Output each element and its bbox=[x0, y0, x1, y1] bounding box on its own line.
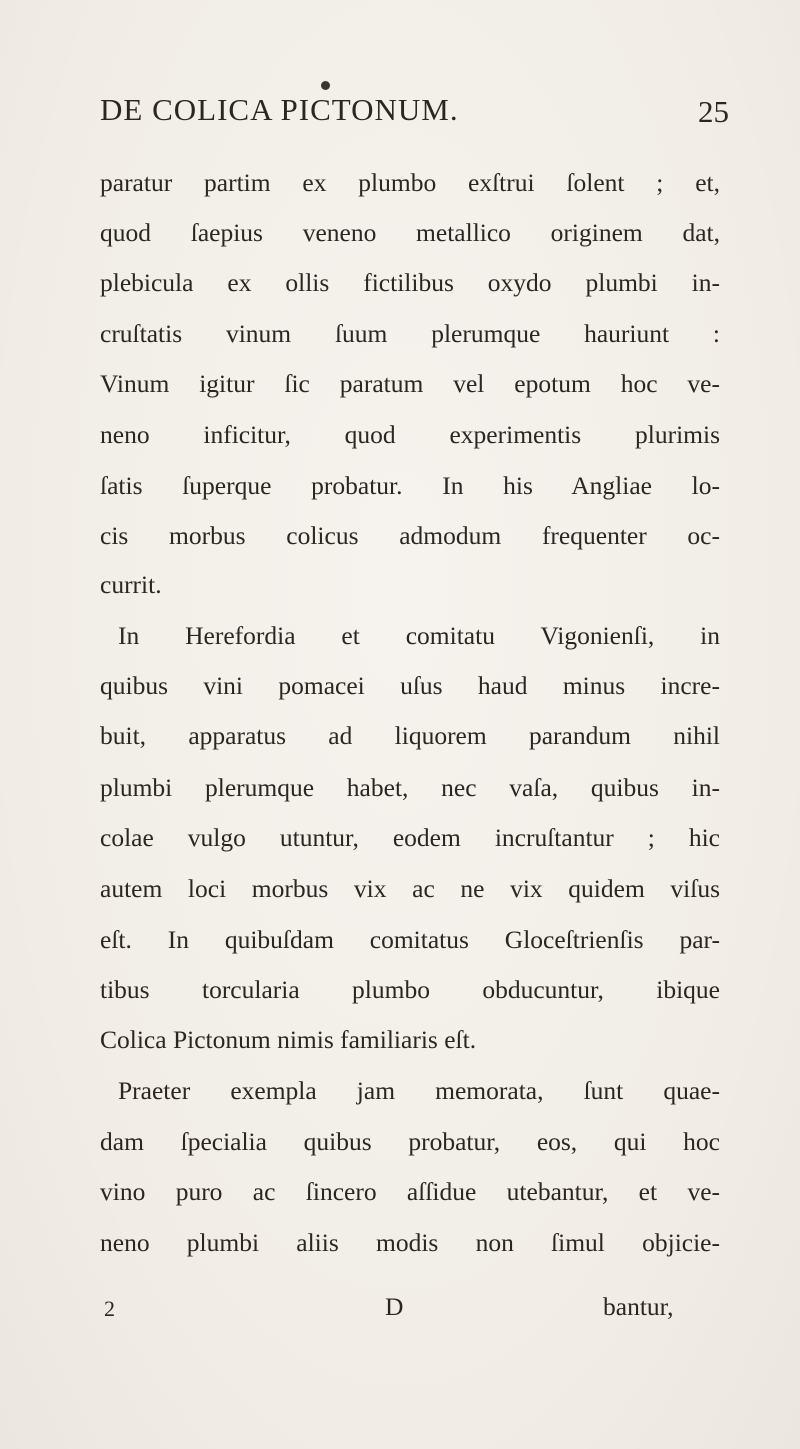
text-line: plumbi plerumque habet, nec vaſa, quibus in- bbox=[100, 773, 720, 802]
text-line: Vinum igitur ſic paratum vel epotum hoc ve- bbox=[100, 369, 720, 398]
text-line: In Herefordia et comitatu Vigonienſi, in bbox=[118, 621, 720, 650]
text-line: dam ſpecialia quibus probatur, eos, qui hoc bbox=[100, 1127, 720, 1156]
text-line: cis morbus colicus admodum frequenter oc- bbox=[100, 521, 720, 550]
text-line: quod ſaepius veneno metallico originem dat, bbox=[100, 218, 720, 247]
text-line: colae vulgo utuntur, eodem incruſtantur ; hic bbox=[100, 823, 720, 852]
page-footer bbox=[0, 1292, 800, 1332]
text-line: cruſtatis vinum ſuum plerumque hauriunt : bbox=[100, 319, 720, 348]
text-line: plebicula ex ollis fictilibus oxydo plumbi in- bbox=[100, 268, 720, 297]
header-ornament-icon bbox=[321, 81, 330, 90]
signature-mark: 2 bbox=[104, 1296, 115, 1321]
text-line: tibus torcularia plumbo obducuntur, ibique bbox=[100, 975, 720, 1004]
text-line: paratur partim ex plumbo exſtrui ſolent ; et, bbox=[100, 168, 720, 197]
catchword: bantur, bbox=[603, 1292, 674, 1321]
text-line: eſt. In quibuſdam comitatus Gloceſtrienſis par- bbox=[100, 925, 720, 954]
text-line: Praeter exempla jam memorata, ſunt quae- bbox=[118, 1076, 720, 1105]
text-line: ſatis ſuperque probatur. In his Angliae lo- bbox=[100, 471, 720, 500]
page-number: 25 bbox=[698, 94, 729, 129]
text-line: neno inficitur, quod experimentis plurimis bbox=[100, 420, 720, 449]
text-line: vino puro ac ſincero aſſidue utebantur, et ve- bbox=[100, 1177, 720, 1206]
running-title: DE COLICA PICTONUM. bbox=[100, 92, 459, 127]
text-line: neno plumbi aliis modis non ſimul objicie- bbox=[100, 1228, 720, 1257]
text-line: buit, apparatus ad liquorem parandum nihil bbox=[100, 721, 720, 750]
signature-letter: D bbox=[385, 1292, 404, 1321]
text-line: currit. bbox=[100, 570, 162, 599]
text-line: autem loci morbus vix ac ne vix quidem viſus bbox=[100, 874, 720, 903]
text-line: quibus vini pomacei uſus haud minus incre- bbox=[100, 671, 720, 700]
running-header bbox=[0, 92, 800, 142]
text-line: Colica Pictonum nimis familiaris eſt. bbox=[100, 1025, 477, 1054]
